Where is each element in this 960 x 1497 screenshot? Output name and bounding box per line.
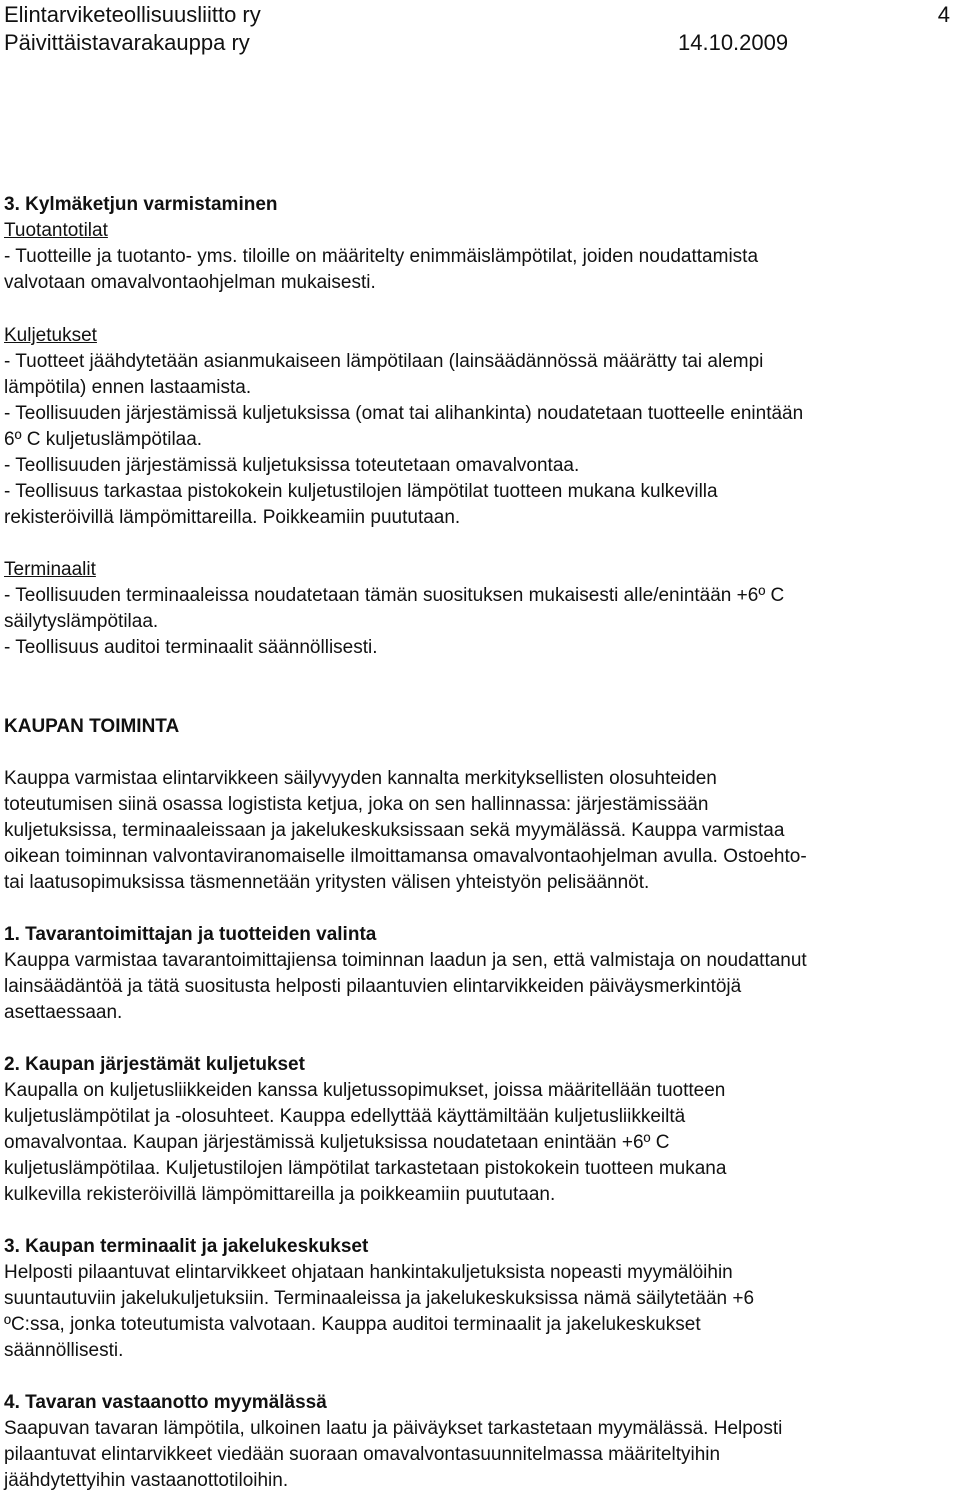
paragraph-line: Kauppa varmistaa elintarvikkeen säilyvyyden kannalta merkityksellisten olosuhteiden (4, 768, 717, 789)
section-3 (4, 192, 956, 296)
section-title: KAUPAN TOIMINTA (4, 716, 180, 737)
kaupan-intro (4, 766, 956, 896)
paragraph-line: kuljetuslämpötilaa. Kuljetustilojen lämpötilat tarkastetaan pistokokein tuotteen mukana (4, 1158, 727, 1179)
header-org-1: Elintarviketeollisuusliitto ry (4, 2, 261, 27)
paragraph-line: - Teollisuuden terminaaleissa noudatetaan tämän suosituksen mukaisesti alle/enintään +6º C (4, 585, 785, 606)
subheading-kuljetukset: Kuljetukset (4, 325, 97, 346)
paragraph-line: kuljetuslämpötilat ja -olosuhteet. Kauppa edellyttää käyttämiltään kuljetusliikkeiltä (4, 1106, 686, 1127)
paragraph-line: - Teollisuuden järjestämissä kuljetuksissa toteutetaan omavalvontaa. (4, 455, 580, 476)
paragraph-line: Kauppa varmistaa tavarantoimittajiensa toiminnan laadun ja sen, että valmistaja on noudattanut (4, 950, 807, 971)
paragraph-line: kulkevilla rekisteröivillä lämpömittareilla ja poikkeamiin puututaan. (4, 1184, 556, 1205)
paragraph-line: kuljetuksissa, terminaaleissaan ja jakelukeskuksissaan sekä myymälässä. Kauppa varmistaa (4, 820, 785, 841)
section-3-title: 3. Kylmäketjun varmistaminen (4, 194, 278, 215)
kuljetukset-block (4, 323, 956, 531)
paragraph-line: Helposti pilaantuvat elintarvikkeet ohjataan hankintakuljetuksista nopeasti myymälöihin (4, 1262, 733, 1283)
header-date: 14.10.2009 (678, 30, 789, 55)
paragraph-line: lainsäädäntöä ja tätä suositusta helposti pilaantuvien elintarvikkeiden päiväysmerkintöjä (4, 976, 742, 997)
paragraph-line: lämpötila) ennen lastaamista. (4, 377, 252, 398)
header-org-2: Päivittäistavarakauppa ry (4, 30, 250, 55)
paragraph-line: säännöllisesti. (4, 1340, 124, 1361)
terminaalit-block (4, 557, 956, 661)
item-title: 1. Tavarantoimittajan ja tuotteiden valinta (4, 924, 377, 945)
paragraph-line: Kaupalla on kuljetusliikkeiden kanssa kuljetussopimukset, joissa määritellään tuotteen (4, 1080, 726, 1101)
paragraph-line: - Tuotteet jäähdytetään asianmukaiseen lämpötilaan (lainsäädännössä määrätty tai alempi (4, 351, 764, 372)
kaupan-item-2 (4, 1052, 956, 1208)
paragraph-line: - Teollisuuden järjestämissä kuljetuksissa (omat tai alihankinta) noudatetaan tuotteelle enintään (4, 403, 804, 424)
paragraph-line: säilytyslämpötilaa. (4, 611, 159, 632)
paragraph-line: Saapuvan tavaran lämpötila, ulkoinen laatu ja päiväykset tarkastetaan myymälässä. Helposti (4, 1418, 783, 1439)
subheading-tuotantotilat: Tuotantotilat (4, 220, 108, 241)
item-title: 3. Kaupan terminaalit ja jakelukeskukset (4, 1236, 369, 1257)
paragraph-line: - Teollisuus auditoi terminaalit säännöllisesti. (4, 637, 378, 658)
paragraph-line: - Teollisuus tarkastaa pistokokein kuljetustilojen lämpötilat tuotteen mukana kulkevilla (4, 481, 718, 502)
item-title: 2. Kaupan järjestämät kuljetukset (4, 1054, 305, 1075)
paragraph-line: rekisteröivillä lämpömittareilla. Poikkeamiin puututaan. (4, 507, 461, 528)
paragraph-line: toteutumisen siinä osassa logistista ketjua, joka on sen hallinnassa: järjestämissään (4, 794, 709, 815)
kaupan-toiminta-title (4, 714, 956, 740)
paragraph-line: - Tuotteille ja tuotanto- yms. tiloille on määritelty enimmäislämpötilat, joiden noudattamista (4, 246, 759, 267)
paragraph-line: suuntautuviin jakelukuljetuksiin. Terminaaleissa ja jakelukeskuksissa nämä säilytetään +6 (4, 1288, 755, 1309)
kaupan-item-1 (4, 922, 956, 1026)
kaupan-item-3 (4, 1234, 956, 1364)
subheading-terminaalit: Terminaalit (4, 559, 96, 580)
paragraph-line: asettaessaan. (4, 1002, 123, 1023)
paragraph-line: ºC:ssa, jonka toteutumista valvotaan. Kauppa auditoi terminaalit ja jakelukeskukset (4, 1314, 701, 1335)
page-number: 4 (937, 2, 950, 27)
paragraph-line: tai laatusopimuksissa täsmennetään yritysten välisen yhteistyön pelisäännöt. (4, 872, 650, 893)
paragraph-line: 6º C kuljetuslämpötilaa. (4, 429, 203, 450)
item-title: 4. Tavaran vastaanotto myymälässä (4, 1392, 327, 1413)
paragraph-line: oikean toiminnan valvontaviranomaiselle ilmoittamansa omavalvontaohjelman avulla. Ostoehto- (4, 846, 807, 867)
paragraph-line: jäähdytettyihin vastaanottotiloihin. (4, 1470, 289, 1491)
paragraph-line: valvotaan omavalvontaohjelman mukaisesti. (4, 272, 376, 293)
paragraph-line: pilaantuvat elintarvikkeet viedään suoraan omavalvontasuunnitelmassa määriteltyihin (4, 1444, 721, 1465)
paragraph-line: omavalvontaa. Kaupan järjestämissä kuljetuksissa noudatetaan enintään +6º C (4, 1132, 670, 1153)
kaupan-item-4 (4, 1390, 956, 1494)
